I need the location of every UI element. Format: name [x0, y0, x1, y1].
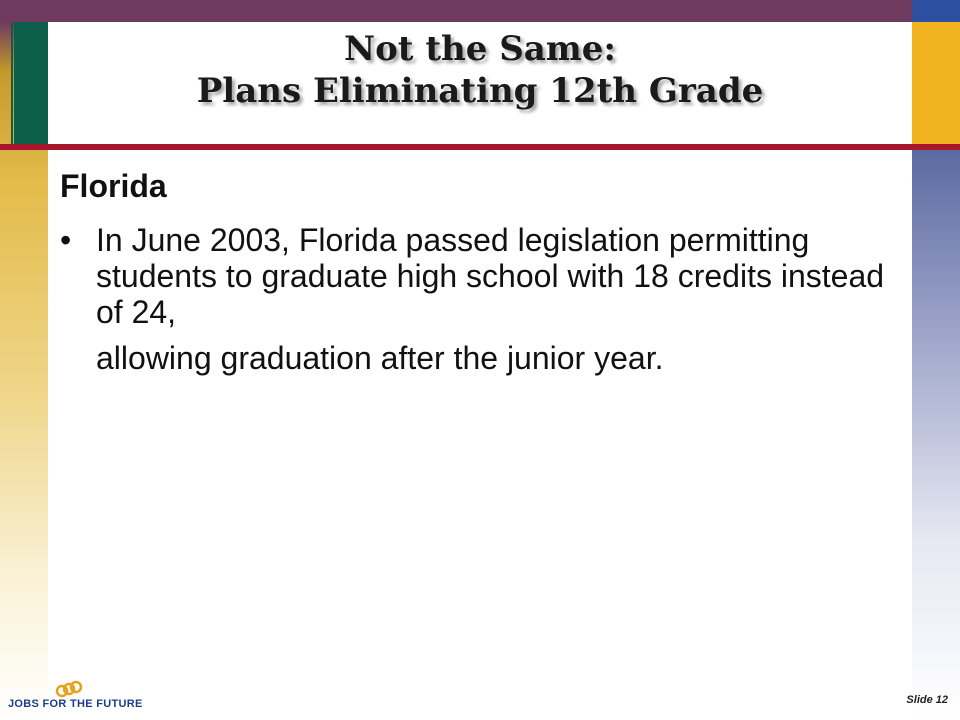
slide-title-line1: Not the Same:	[344, 29, 616, 69]
top-band	[0, 0, 960, 22]
right-blue-block	[912, 0, 960, 22]
jff-logo	[8, 680, 143, 714]
bullet-text-main: In June 2003, Florida passed legislation permitting students to graduate high school with 18 credits instead of 24,	[96, 222, 885, 330]
left-thin-stripe	[11, 22, 13, 144]
bullet-marker: •	[60, 222, 72, 258]
bullet-text-last: allowing graduation after the junior year.	[96, 340, 664, 376]
logo-swirl-icon	[54, 680, 84, 698]
logo-text: JOBS FOR THE FUTURE	[8, 698, 143, 710]
slide-number: Slide 12	[906, 694, 948, 706]
right-gold-block	[912, 22, 960, 144]
bullet-text	[96, 222, 896, 376]
left-green-block	[14, 22, 48, 144]
section-heading: Florida	[60, 168, 167, 204]
slide-title-line2: Plans Eliminating 12th Grade	[196, 71, 764, 111]
slide-title	[48, 28, 912, 112]
